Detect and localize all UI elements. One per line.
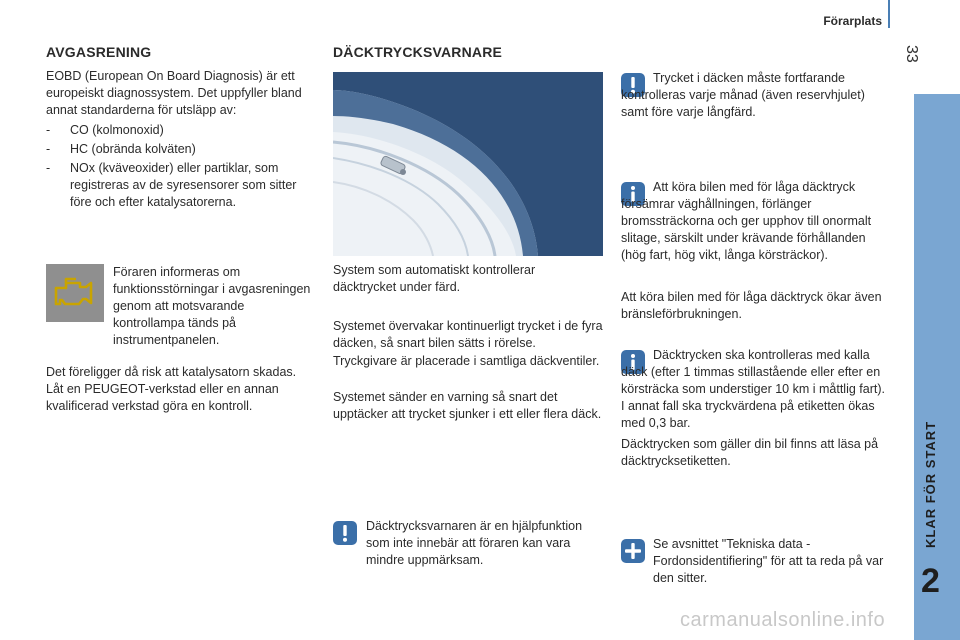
pressure-check-note: Trycket i däcken måste fortfarande kontrolleras varje månad (även reservhjulet) samt före varje långfärd. — [621, 71, 865, 119]
list-item-text: HC (obrända kolväten) — [70, 142, 196, 156]
reference-plus-icon — [621, 539, 645, 563]
sensor-paragraph: Tryckgivare är placerade i samtliga däckventiler. — [333, 354, 600, 368]
pressure-label-paragraph: Däcktrycken som gäller din bil finns att läsa på däcktrycksetiketten. — [621, 437, 879, 468]
emission-list — [46, 122, 316, 211]
system-caption: System som automatiskt kontrollerar däcktrycket under färd. — [333, 263, 536, 294]
header-divider — [888, 0, 890, 28]
tyre-valve-illustration — [333, 72, 603, 256]
intro-paragraph: EOBD (European On Board Diagnosis) är ett europeiskt diagnossystem. Det uppfyller bland annat standarderna för utsläpp av: — [46, 69, 302, 117]
list-item — [46, 141, 316, 158]
list-item-text: NOx (kväveoxider) eller partiklar, som registreras av de syresensorer som sitter före och efter katalysatorerna. — [70, 161, 297, 209]
chapter-sidebar — [914, 94, 960, 640]
alert-paragraph: Systemet sänder en varning så snart det upptäcker att trycket sjunker i ett eller flera däck. — [333, 390, 602, 421]
tpms-warning-note: Däcktrycksvarnaren är en hjälpfunktion som inte innebär att föraren kan vara mindre uppmärksam. — [366, 519, 583, 567]
engine-warning-icon — [46, 264, 104, 322]
heading-avgasrening: AVGASRENING — [46, 44, 152, 60]
bullet-marker: - — [46, 123, 51, 137]
section-title: Förarplats — [823, 14, 882, 28]
cold-tyre-info: Däcktrycken ska kontrolleras med kalla däck (efter 1 timmas stillastående eller efter en körsträcka som understiger 10 km i måttlig fart). I annat fall ska tryckvärdena på etiketten ökas med 0,3 bar. — [621, 348, 885, 430]
fuel-consumption-paragraph: Att köra bilen med för låga däcktryck ökar även bränsleförbrukningen. — [621, 290, 882, 321]
technical-data-reference: Se avsnittet "Tekniska data - Fordonsidentifiering" för att ta reda på var den sitter. — [653, 537, 884, 585]
list-item-text: CO (kolmonoxid) — [70, 123, 164, 137]
chapter-label: KLAR FÖR START — [923, 420, 938, 548]
list-item — [46, 122, 316, 139]
closing-paragraph: Det föreligger då risk att katalysatorn skadas. Låt en PEUGEOT-verkstad eller en annan kvalificerad verkstad göra en kontroll. — [46, 365, 297, 413]
list-item — [46, 160, 316, 211]
low-pressure-info: Att köra bilen med för låga däcktryck försämrar väghållningen, förlänger bromssträckorna och ger upphov till onormalt slitage, särskilt under krävande förhållanden (hög fart, hög vikt, långa körsträckor). — [621, 180, 872, 262]
warning-light-text: Föraren informeras om funktionsstörningar i avgasreningen genom att motsvarande kontrollampa tänds på instrumentpanelen. — [113, 265, 311, 347]
chapter-number: 2 — [921, 562, 940, 600]
bullet-marker: - — [46, 161, 51, 175]
monitor-paragraph: Systemet övervakar kontinuerligt trycket i de fyra däcken, så snart bilen sätts i rörelse. — [333, 319, 603, 350]
watermark: carmanualsonline.info — [680, 609, 886, 631]
warning-icon — [333, 521, 357, 545]
bullet-marker: - — [46, 142, 51, 156]
page-number: 33 — [903, 45, 920, 63]
heading-dacktrycksvarnare: DÄCKTRYCKSVARNARE — [333, 44, 503, 60]
